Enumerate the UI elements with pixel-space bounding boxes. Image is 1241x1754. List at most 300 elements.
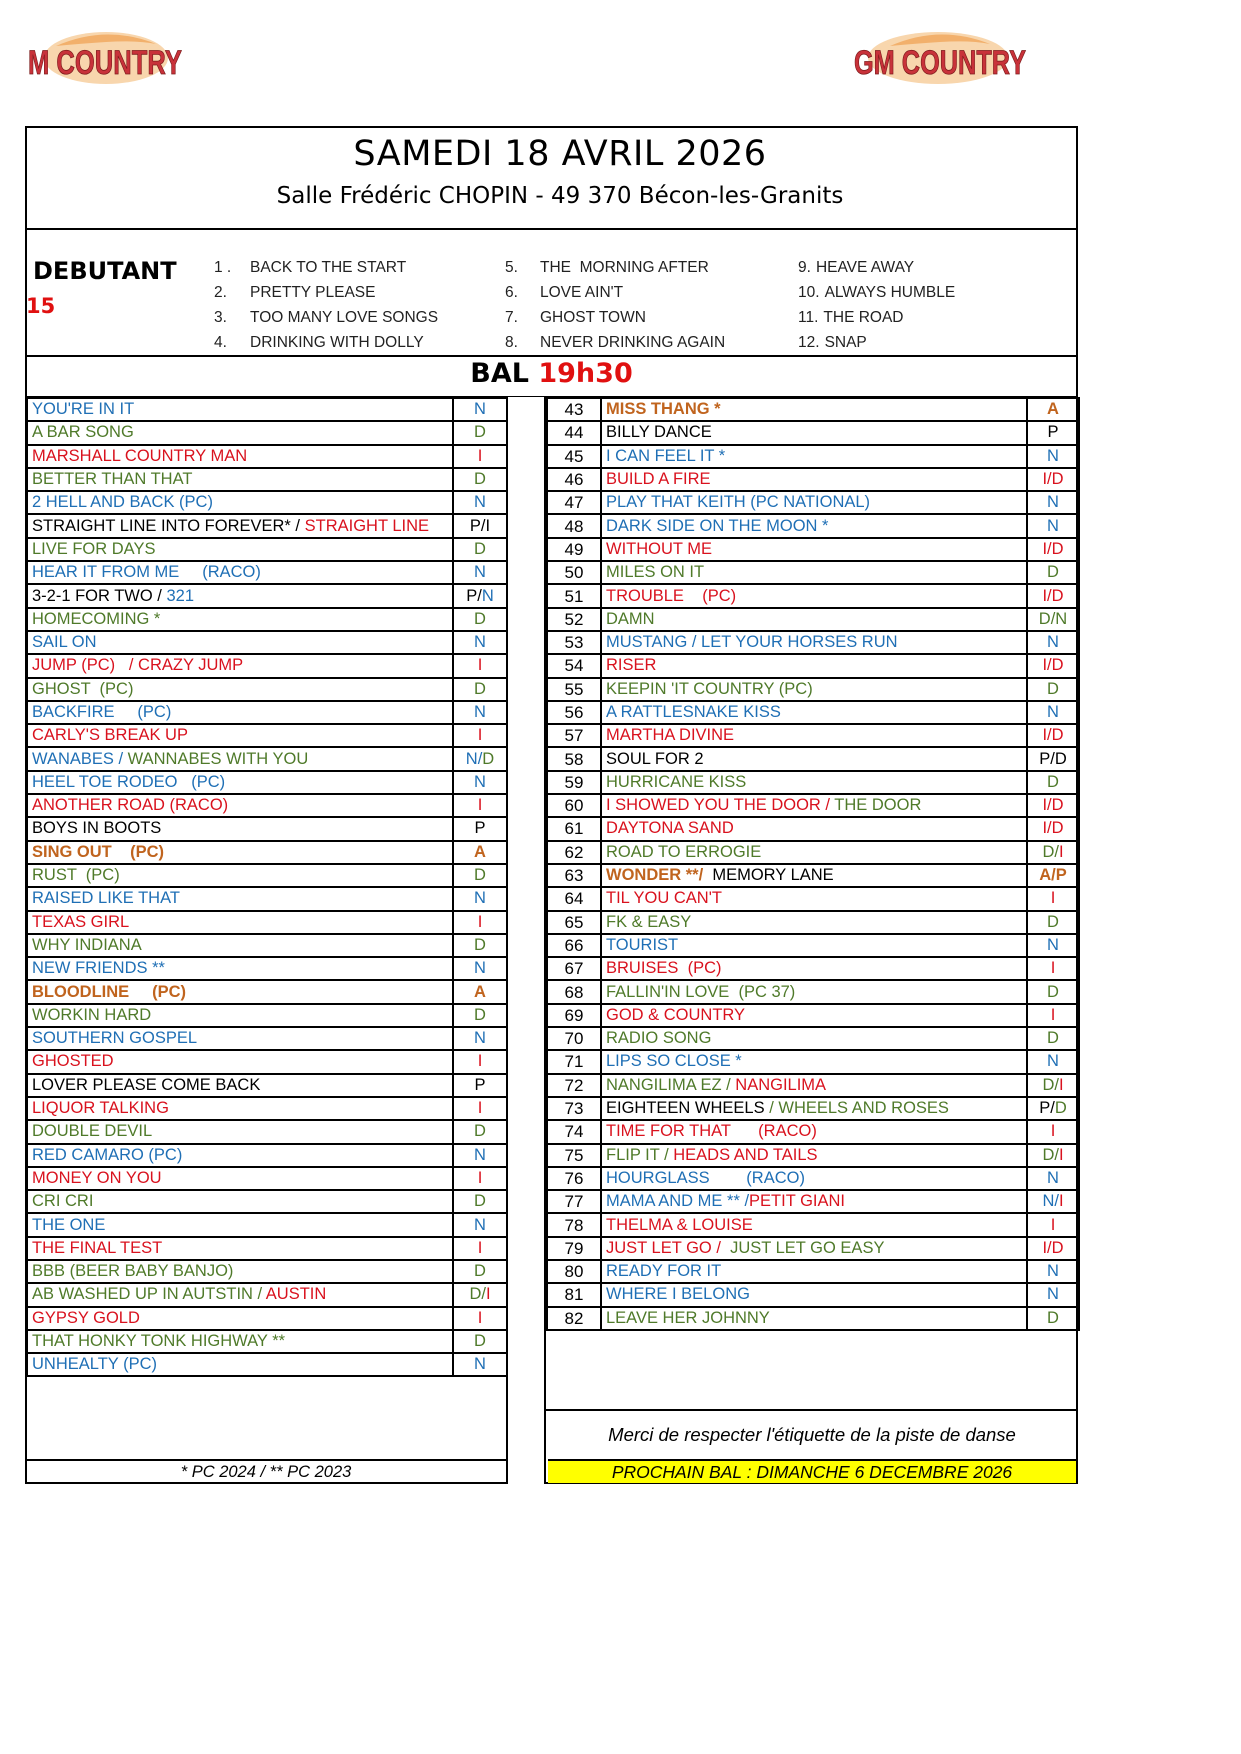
level-code <box>453 491 507 514</box>
level-code-part: D/ <box>1042 1145 1059 1164</box>
dance-name <box>601 1120 1027 1143</box>
level-code-part: I <box>477 1308 483 1327</box>
dance-row <box>27 864 507 887</box>
level-code-part: D <box>482 749 495 768</box>
level-code-part: I <box>477 446 483 465</box>
dance-name-part: BILLY DANCE <box>606 423 712 442</box>
level-code <box>453 747 507 770</box>
dance-name <box>601 584 1027 607</box>
level-code-part: N <box>474 563 486 582</box>
dance-name-part: BRUISES (PC) <box>606 959 722 978</box>
level-code <box>453 1167 507 1190</box>
event-venue: Salle Frédéric CHOPIN - 49 370 Bécon-les-Granits <box>276 183 844 209</box>
svg-text:GM COUNTRY: GM COUNTRY <box>854 44 1027 82</box>
dance-name <box>27 631 453 654</box>
dance-name <box>27 1353 453 1376</box>
dance-name <box>601 887 1027 910</box>
dance-name <box>601 1283 1027 1306</box>
dance-row <box>27 491 507 514</box>
dance-name-part: NANGILIMA EZ / <box>606 1075 736 1094</box>
level-code-part: N <box>474 633 486 652</box>
dance-row <box>547 514 1079 537</box>
dance-number: 52 <box>547 608 601 631</box>
dance-row <box>547 421 1079 444</box>
level-code-part: A/P <box>1039 866 1067 885</box>
dance-row <box>27 514 507 537</box>
level-code <box>453 771 507 794</box>
dance-name <box>27 1330 453 1353</box>
level-code <box>453 1120 507 1143</box>
dance-name <box>601 1027 1027 1050</box>
level-code <box>1027 841 1079 864</box>
debutant-item-name: HEAVE AWAY <box>815 259 915 276</box>
level-code-part: N <box>474 1355 486 1374</box>
dance-name <box>601 1097 1027 1120</box>
level-code-part: D <box>474 935 486 954</box>
dance-row <box>27 1283 507 1306</box>
level-code-part: D <box>474 1262 486 1281</box>
dance-row <box>547 724 1079 747</box>
dance-row <box>547 1120 1079 1143</box>
level-code <box>1027 584 1079 607</box>
debutant-item-name: GHOST TOWN <box>540 309 646 326</box>
level-code <box>453 1027 507 1050</box>
dance-name <box>601 841 1027 864</box>
level-code <box>453 911 507 934</box>
level-code <box>1027 398 1079 421</box>
dance-number: 63 <box>547 864 601 887</box>
level-code <box>453 841 507 864</box>
level-code-part: I <box>477 726 483 745</box>
dance-row <box>547 817 1079 840</box>
gm-country-logo-icon <box>26 28 186 90</box>
dance-name-part: THAT HONKY TONK HIGHWAY ** <box>32 1332 286 1351</box>
dance-number: 55 <box>547 678 601 701</box>
debutant-label: DEBUTANT <box>33 257 177 285</box>
level-code <box>1027 1190 1079 1213</box>
dance-name <box>601 468 1027 491</box>
dance-row <box>27 445 507 468</box>
dance-name-part: THE ONE <box>32 1215 106 1234</box>
dance-name <box>27 678 453 701</box>
dance-name-part: BUILD A FIRE <box>606 470 711 489</box>
dance-row <box>27 957 507 980</box>
dance-row <box>547 1004 1079 1027</box>
dance-number: 50 <box>547 561 601 584</box>
dance-row <box>27 1027 507 1050</box>
dance-name-part: TIME FOR THAT (RACO) <box>606 1122 817 1141</box>
level-code-part: I <box>477 912 483 931</box>
dance-name-part: HOURGLASS (RACO) <box>606 1168 805 1187</box>
level-code-part: N <box>1047 1262 1059 1281</box>
dance-row <box>547 398 1079 421</box>
dance-row <box>27 911 507 934</box>
dance-name-part: WONDER **/ <box>606 866 708 885</box>
dance-row <box>27 794 507 817</box>
level-code <box>1027 724 1079 747</box>
dance-name <box>27 1190 453 1213</box>
dance-name-part: TEXAS GIRL <box>32 912 130 931</box>
dance-name-part: CRI CRI <box>32 1192 94 1211</box>
dance-name-part: JUST LET GO EASY <box>730 1238 885 1257</box>
dance-number: 53 <box>547 631 601 654</box>
dance-name-part: RED CAMARO (PC) <box>32 1145 183 1164</box>
dance-name-part: TIL YOU CAN'T <box>606 889 722 908</box>
level-code-part: D/ <box>1042 842 1059 861</box>
dance-number: 47 <box>547 491 601 514</box>
legend-footnote: * PC 2024 / ** PC 2023 <box>26 1459 506 1484</box>
dance-name-part: JUMP (PC) / CRAZY JUMP <box>32 656 244 675</box>
dance-name-part: SOUTHERN GOSPEL <box>32 1029 198 1048</box>
level-code-part: I/D <box>1042 656 1064 675</box>
dance-row <box>547 1097 1079 1120</box>
level-code <box>1027 1213 1079 1236</box>
level-code-part: I <box>1050 1215 1056 1234</box>
dance-name-part: BLOODLINE (PC) <box>32 982 186 1001</box>
debutant-item-name: PRETTY PLEASE <box>250 284 376 301</box>
level-code-part: D <box>474 470 486 489</box>
dance-name-part: TROUBLE (PC) <box>606 586 737 605</box>
level-code <box>1027 980 1079 1003</box>
level-code-part: D <box>1047 1029 1059 1048</box>
dance-name-part: 2 HELL AND BACK (PC) <box>32 493 213 512</box>
dance-name-part: THE DOOR <box>834 796 922 815</box>
level-code <box>1027 445 1079 468</box>
dance-name <box>601 724 1027 747</box>
level-code <box>453 817 507 840</box>
dance-row <box>27 468 507 491</box>
level-code-part: D <box>1047 1308 1059 1327</box>
dance-row <box>27 771 507 794</box>
dance-name <box>27 445 453 468</box>
dance-name-part: GOD & COUNTRY <box>606 1005 746 1024</box>
level-code <box>453 1237 507 1260</box>
dance-row <box>547 701 1079 724</box>
dance-name-part: A BAR SONG <box>32 423 134 442</box>
next-bal-banner: PROCHAIN BAL : DIMANCHE 6 DECEMBRE 2026 <box>548 1459 1076 1483</box>
dance-name <box>601 445 1027 468</box>
level-code-part: D <box>1047 563 1059 582</box>
dance-name-part: BACKFIRE (PC) <box>32 703 172 721</box>
dance-number: 77 <box>547 1190 601 1213</box>
dance-number: 81 <box>547 1283 601 1306</box>
debutant-item-name: THE ROAD <box>823 309 904 326</box>
level-code-part: D <box>1047 982 1059 1001</box>
debutant-item <box>214 284 375 302</box>
dance-row <box>547 1190 1079 1213</box>
dance-name-part: / WHEELS AND ROSES <box>769 1099 949 1118</box>
level-code <box>1027 747 1079 770</box>
level-code-part: I <box>1050 889 1056 908</box>
dance-name-part: WITHOUT ME <box>606 539 713 558</box>
dance-row <box>547 584 1079 607</box>
dance-name <box>27 608 453 631</box>
debutant-item-number: 1 . <box>214 259 232 276</box>
level-code-part: P/I <box>469 516 491 535</box>
level-code <box>453 1330 507 1353</box>
debutant-item-name: BACK TO THE START <box>250 259 407 276</box>
level-code <box>1027 608 1079 631</box>
dance-row <box>547 654 1079 677</box>
level-code-part: P/ <box>466 586 482 605</box>
dance-name <box>27 561 453 584</box>
dance-name-part: RUST (PC) <box>32 866 120 885</box>
dance-name <box>27 1074 453 1097</box>
level-code <box>1027 934 1079 957</box>
level-code-part: D <box>474 1332 486 1351</box>
dance-name-part: TOURIST <box>606 935 679 954</box>
debutant-item-number: 6. <box>505 284 518 301</box>
level-code <box>453 980 507 1003</box>
level-code <box>453 445 507 468</box>
dance-name-part: I CAN FEEL IT * <box>606 446 726 465</box>
dance-row <box>547 1144 1079 1167</box>
dance-name <box>27 980 453 1003</box>
level-code <box>1027 654 1079 677</box>
dance-name-part: STRAIGHT LINE INTO FOREVER* / <box>32 516 305 535</box>
level-code-part: A <box>474 982 486 1001</box>
gm-country-logo-icon <box>850 28 1030 90</box>
dance-name <box>27 887 453 910</box>
dance-number: 74 <box>547 1120 601 1143</box>
dance-row <box>27 1167 507 1190</box>
debutant-count: 15 <box>26 294 56 318</box>
column-gap <box>506 397 546 1484</box>
dance-number: 62 <box>547 841 601 864</box>
level-code-part: D/N <box>1038 609 1068 628</box>
dance-name-part: LIQUOR TALKING <box>32 1099 169 1118</box>
dance-name-part: 321 <box>166 586 194 605</box>
level-code <box>1027 538 1079 561</box>
dance-name <box>601 421 1027 444</box>
level-code <box>453 1004 507 1027</box>
dance-row <box>27 701 507 724</box>
level-code <box>453 934 507 957</box>
dance-row <box>27 1307 507 1330</box>
level-code-part: I/D <box>1042 819 1064 838</box>
dance-name-part: HEEL TOE RODEO (PC) <box>32 772 226 791</box>
debutant-item-name: TOO MANY LOVE SONGS <box>250 309 439 326</box>
dance-row <box>27 1330 507 1353</box>
level-code-part: N <box>1047 446 1059 465</box>
level-code-part: D <box>474 1005 486 1024</box>
level-code <box>1027 887 1079 910</box>
dance-number: 73 <box>547 1097 601 1120</box>
level-code <box>453 398 507 421</box>
dance-row <box>27 561 507 584</box>
level-code <box>453 421 507 444</box>
dance-row <box>27 538 507 561</box>
level-code <box>453 957 507 980</box>
dance-name-part: 3-2-1 FOR TWO / <box>32 586 167 605</box>
level-code <box>453 1097 507 1120</box>
bal-label: BAL <box>470 358 529 389</box>
level-code-part: D/ <box>469 1285 486 1304</box>
dance-name <box>601 864 1027 887</box>
level-code <box>453 1144 507 1167</box>
level-code <box>453 514 507 537</box>
debutant-item-name: NEVER DRINKING AGAIN <box>540 334 726 351</box>
debutant-item-name: DRINKING WITH DOLLY <box>250 334 424 351</box>
dance-number: 80 <box>547 1260 601 1283</box>
dance-name-part: BOYS IN BOOTS <box>32 819 162 838</box>
dance-name <box>601 538 1027 561</box>
level-code <box>453 794 507 817</box>
dance-row <box>27 980 507 1003</box>
dance-row <box>27 584 507 607</box>
dance-row <box>547 468 1079 491</box>
dance-name <box>601 561 1027 584</box>
level-code-part: D <box>474 1192 486 1211</box>
dance-row <box>547 887 1079 910</box>
dance-name-part: ROAD TO ERROGIE <box>606 842 762 861</box>
logo-left <box>26 28 186 90</box>
debutant-item-number: 7. <box>505 309 518 326</box>
level-code <box>453 1213 507 1236</box>
dance-row <box>27 1353 507 1376</box>
dance-name <box>601 794 1027 817</box>
level-code-part: I <box>477 1099 483 1118</box>
level-code-part: I/D <box>1042 586 1064 605</box>
dance-row <box>27 631 507 654</box>
level-code <box>1027 771 1079 794</box>
level-code-part: P <box>1047 423 1059 442</box>
level-code-part: I <box>1058 842 1064 861</box>
debutant-item <box>214 259 406 277</box>
level-code-part: I <box>477 796 483 815</box>
level-code <box>1027 1237 1079 1260</box>
level-code <box>1027 911 1079 934</box>
dance-number: 76 <box>547 1167 601 1190</box>
level-code-part: N <box>1047 633 1059 652</box>
dance-name-part: DOUBLE DEVIL <box>32 1122 153 1141</box>
level-code-part: P <box>474 819 486 838</box>
dance-name-part: HURRICANE KISS <box>606 772 747 791</box>
debutant-item-name: ALWAYS HUMBLE <box>824 284 956 301</box>
dance-name <box>27 724 453 747</box>
dance-row <box>27 1260 507 1283</box>
level-code-part: D <box>474 866 486 885</box>
dance-name <box>601 608 1027 631</box>
level-code-part: I <box>477 1238 483 1257</box>
level-code-part: I <box>1050 1005 1056 1024</box>
level-code <box>1027 1307 1079 1330</box>
dance-row <box>547 1167 1079 1190</box>
debutant-item-number: 11. <box>798 309 819 326</box>
dance-number: 78 <box>547 1213 601 1236</box>
dance-name-part: GHOSTED <box>32 1052 114 1071</box>
dance-row <box>27 724 507 747</box>
dance-name <box>27 584 453 607</box>
dance-number: 51 <box>547 584 601 607</box>
level-code <box>453 864 507 887</box>
level-code <box>453 1260 507 1283</box>
level-code <box>1027 701 1079 724</box>
level-code-part: D <box>474 539 486 558</box>
level-code <box>453 1353 507 1376</box>
dance-name-part: FK & EASY <box>606 912 692 931</box>
dance-name-part: CARLY'S BREAK UP <box>32 726 188 745</box>
level-code-part: D <box>474 609 486 628</box>
level-code <box>1027 1120 1079 1143</box>
debutant-item-number: 12. <box>798 334 820 351</box>
level-code-part: N <box>474 959 486 978</box>
dance-name-part: PETIT GIANI <box>749 1192 845 1211</box>
dance-name-part: KEEPIN 'IT COUNTRY (PC) <box>606 679 813 698</box>
dance-name <box>27 1283 453 1306</box>
dance-name <box>601 1167 1027 1190</box>
dance-name <box>27 771 453 794</box>
dance-number: 57 <box>547 724 601 747</box>
level-code <box>453 678 507 701</box>
dance-name <box>27 1050 453 1073</box>
dance-row <box>27 841 507 864</box>
dance-name <box>601 701 1027 724</box>
level-code-part: I <box>1058 1145 1064 1164</box>
dance-row <box>547 538 1079 561</box>
dance-name-part: SOUL FOR 2 <box>606 749 704 768</box>
level-code <box>453 631 507 654</box>
dance-list-left <box>26 397 508 1377</box>
level-code-part: N <box>1047 703 1059 721</box>
dance-number: 66 <box>547 934 601 957</box>
etiquette-note: Merci de respecter l'étiquette de la piste de danse <box>546 1409 1078 1459</box>
svg-text:M COUNTRY: M COUNTRY <box>28 44 183 82</box>
dance-name <box>601 631 1027 654</box>
dance-name <box>27 794 453 817</box>
level-code-part: N <box>1047 1285 1059 1304</box>
dance-name <box>27 1097 453 1120</box>
dance-row <box>547 445 1079 468</box>
dance-name <box>27 1260 453 1283</box>
dance-row <box>27 1213 507 1236</box>
dance-name-part: WANABES / <box>32 749 128 768</box>
level-code-part: D <box>1047 679 1059 698</box>
level-code-part: N <box>1047 516 1059 535</box>
bal-time: 19h30 <box>538 358 633 389</box>
level-code <box>1027 678 1079 701</box>
level-code <box>453 584 507 607</box>
level-code <box>1027 421 1079 444</box>
dance-name-part: THELMA & LOUISE <box>606 1215 753 1234</box>
level-code-part: A <box>474 842 486 861</box>
dance-name-part: DARK SIDE ON THE MOON * <box>606 516 829 535</box>
level-code <box>453 1307 507 1330</box>
debutant-item <box>505 334 725 352</box>
dance-number: 65 <box>547 911 601 934</box>
dance-name-part: HEAR IT FROM ME (RACO) <box>32 563 261 582</box>
dance-row <box>27 1097 507 1120</box>
dance-name-part: STRAIGHT LINE <box>304 516 429 535</box>
dance-name-part: A RATTLESNAKE KISS <box>606 703 781 721</box>
dance-name-part: GYPSY GOLD <box>32 1308 140 1327</box>
dance-name-part: LOVER PLEASE COME BACK <box>32 1075 261 1094</box>
dance-name-part: I SHOWED YOU THE DOOR / <box>606 796 835 815</box>
debutant-item <box>214 309 438 327</box>
dance-number: 45 <box>547 445 601 468</box>
dance-name-part: EIGHTEEN WHEELS <box>606 1099 770 1118</box>
dance-name-part: WORKIN HARD <box>32 1005 152 1024</box>
dance-name <box>27 1004 453 1027</box>
dance-list-right <box>546 397 1080 1331</box>
dance-name-part: THE FINAL TEST <box>32 1238 163 1257</box>
dance-number: 70 <box>547 1027 601 1050</box>
dance-row <box>547 957 1079 980</box>
dance-name-part: AUSTIN <box>265 1285 327 1304</box>
dance-row <box>27 1144 507 1167</box>
dance-name <box>27 911 453 934</box>
debutant-item <box>798 284 955 302</box>
